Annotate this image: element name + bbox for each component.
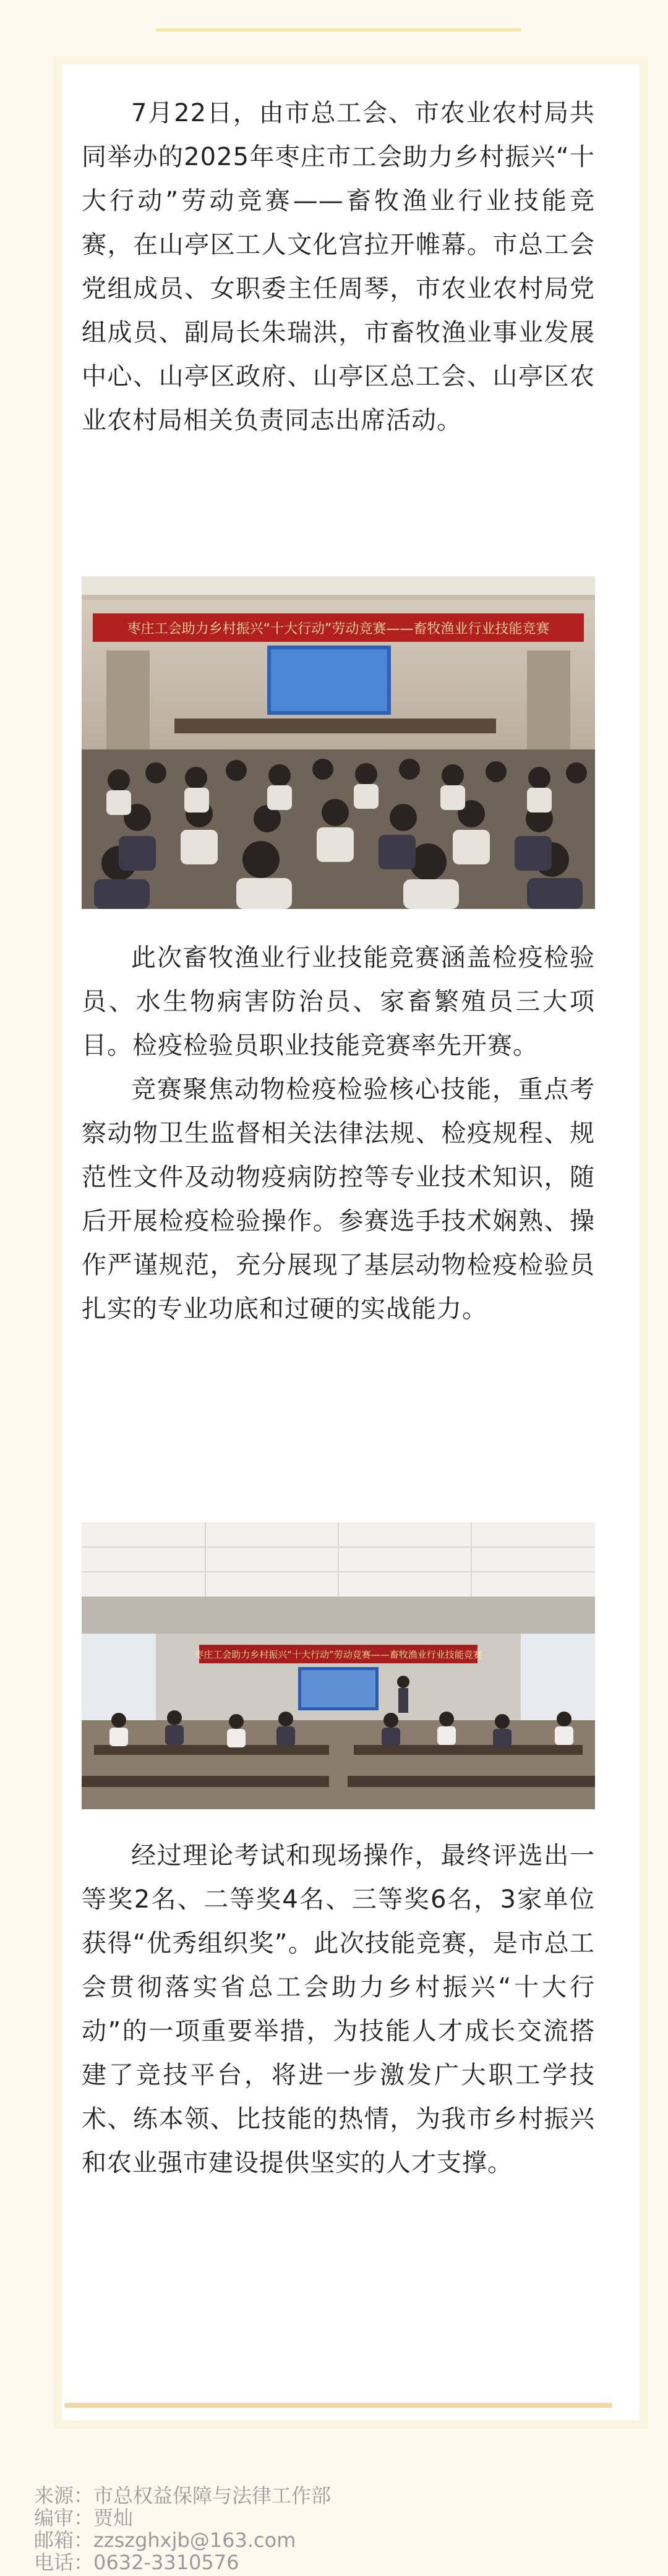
photo-meeting-hall-image <box>82 576 595 909</box>
paragraph-intro: 7月22日，由市总工会、市农业农村局共同举办的2025年枣庄市工会助力乡村振兴“十大行动”劳动竞赛——畜牧渔业行业技能竞赛，在山亭区工人文化宫拉开帷幕。市总工会党组成员、女职委主任周琴，市农业农村局党组成员、副局长朱瑞洪，市畜牧渔业事业发展中心、山亭区政府、山亭区总工会、山亭区农业农村局相关负责同志出席活动。 <box>82 99 595 435</box>
paragraph-focus: 竞赛聚焦动物检疫检验核心技能，重点考察动物卫生监督相关法律法规、检疫规程、规范性文件及动物疫病防控等专业技术知识，随后开展检疫检验操作。参赛选手技术娴熟、操作严谨规范，充分展现了基层动物检疫检验员扎实的专业功底和过硬的实战能力。 <box>82 1075 595 1323</box>
photo-exam-room <box>82 1522 595 1809</box>
article-credits <box>34 2484 331 2574</box>
credit-email: 邮箱：zzszghxjb@163.com <box>34 2528 296 2552</box>
photo2-banner-text: 枣庄工会助力乡村振兴“十大行动”劳动竞赛——畜牧渔业行业技能竞赛 <box>194 1649 482 1660</box>
top-decorative-line <box>156 28 521 32</box>
credit-source: 来源：市总权益保障与法律工作部 <box>34 2484 332 2507</box>
photo-exam-room-image <box>82 1522 595 1809</box>
photo1-banner-text: 枣庄工会助力乡村振兴“十大行动”劳动竞赛——畜牧渔业行业技能竞赛 <box>127 621 550 637</box>
paragraph-results: 经过理论考试和现场操作，最终评选出一等奖2名、二等奖4名、三等奖6名，3家单位获得“优秀组织奖”。此次技能竞赛，是市总工会贯彻落实省总工会助力乡村振兴“十大行动”的一项重要举措，为技能人才成长交流搭建了竞技平台，将进一步激发广大职工学技术、练本领、比技能的热情，为我市乡村振兴和农业强市建设提供坚实的人才支撑。 <box>82 1841 595 2177</box>
photo-meeting-hall <box>82 576 595 909</box>
credit-phone: 电话：0632-3310576 <box>34 2551 239 2574</box>
credit-editor: 编审：贾灿 <box>34 2506 134 2530</box>
bottom-decorative-line <box>64 2403 612 2408</box>
paragraph-scope: 此次畜牧渔业行业技能竞赛涵盖检疫检验员、水生物病害防治员、家畜繁殖员三大项目。检疫检验员职业技能竞赛率先开赛。 <box>82 944 595 1060</box>
